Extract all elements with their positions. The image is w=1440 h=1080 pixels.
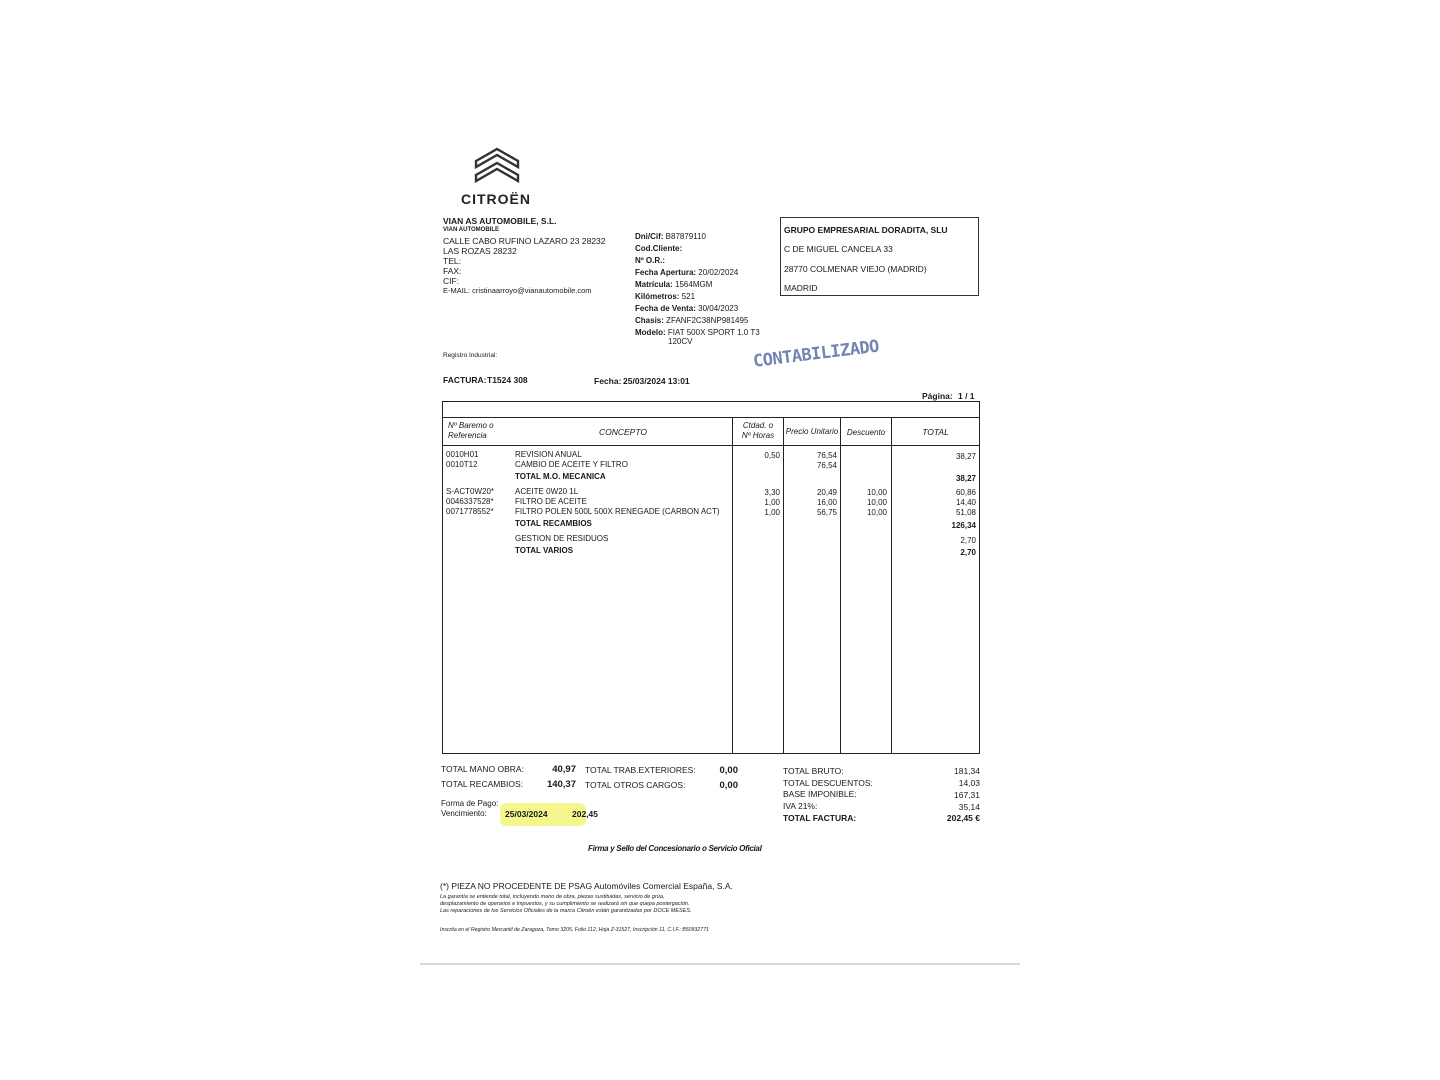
vehicle-label: Dni/Cif:	[635, 232, 664, 241]
line-qty: 1,00	[764, 508, 780, 517]
brand-name: CITROËN	[461, 191, 531, 207]
line-ref: 0071778552*	[446, 507, 494, 516]
total-trab-ext-label: TOTAL TRAB.EXTERIORES:	[585, 765, 696, 775]
contabilizado-stamp: CONTABILIZADO	[752, 336, 881, 372]
vehicle-value: ZFANF2C38NP981495	[666, 316, 749, 325]
vencimiento-date: 25/03/2024	[505, 809, 548, 819]
factura-number: T1524 308	[487, 375, 528, 385]
pagina-value: 1 / 1	[958, 391, 975, 401]
fecha-label: Fecha:	[594, 376, 622, 386]
line-price: 16,00	[816, 498, 837, 507]
company-address-2: LAS ROZAS 28232	[443, 246, 517, 256]
header-concepto: CONCEPTO	[598, 427, 648, 437]
vencimiento-amount: 202,45	[572, 809, 598, 819]
line-discount: 10,00	[866, 508, 887, 517]
line-concept-subtotal: TOTAL RECAMBIOS	[515, 519, 592, 528]
registro-mercantil: Inscrita en el Registro Mercantil de Zaragoza, Tomo 3205, Folio 112, Hoja Z-31527, Inscripción 11, C.I.F.: B50932771	[440, 927, 709, 933]
company-name: VIAN AS AUTOMOBILE, S.L.	[443, 216, 557, 226]
line-concept: CAMBIO DE ACEITE Y FILTRO	[515, 460, 628, 469]
line-total: 38,27	[955, 452, 976, 461]
vehicle-label: Cod.Cliente:	[635, 244, 683, 253]
base-imponible-label: BASE IMPONIBLE:	[783, 789, 857, 799]
line-ref: 0046337528*	[446, 497, 494, 506]
line-ref: S-ACT0W20*	[446, 487, 495, 496]
forma-pago-label: Forma de Pago:	[441, 799, 499, 808]
vehicle-label: Nº O.R.:	[635, 256, 666, 265]
factura-label: FACTURA:	[443, 375, 487, 385]
vehicle-label: Matrícula:	[635, 280, 673, 289]
line-total: 14,40	[955, 498, 976, 507]
vehicle-label: Modelo:	[635, 328, 666, 337]
line-total: 2,70	[960, 536, 976, 545]
line-concept-subtotal: TOTAL VARIOS	[515, 546, 574, 555]
company-tel: TEL:	[443, 256, 461, 266]
pieza-notice: (*) PIEZA NO PROCEDENTE DE PSAG Automóviles Comercial España, S.A.	[440, 881, 733, 891]
company-fax: FAX:	[443, 266, 462, 276]
total-descuentos-value: 14,03	[958, 778, 980, 788]
client-address-box	[780, 217, 979, 296]
vehicle-value: 30/04/2023	[698, 304, 739, 313]
total-mano-obra-value: 40,97	[552, 764, 576, 775]
garantia-line-1: La garantía se entiende total, incluyendo mano de obra, piezas sustituidas, servicio de grúa,	[440, 894, 665, 900]
base-imponible-value: 167,31	[954, 790, 980, 800]
line-price: 56,75	[816, 508, 837, 517]
total-recambios-label: TOTAL RECAMBIOS:	[441, 779, 524, 789]
line-concept: FILTRO POLEN 500L 500X RENEGADE (CARBON ACT)	[515, 507, 720, 516]
vehicle-value: 521	[681, 292, 696, 301]
line-concept: REVISION ANUAL	[515, 450, 582, 459]
total-bruto-value: 181,34	[954, 766, 980, 776]
vehicle-label: Kilómetros:	[635, 292, 680, 301]
vencimiento-label: Vencimiento:	[441, 809, 487, 818]
vehicle-value: B87879110	[665, 232, 707, 241]
line-total: 60,86	[955, 488, 976, 497]
line-qty: 0,50	[764, 451, 780, 460]
firma-sello: Firma y Sello del Concesionario o Servicio Oficial	[588, 844, 762, 853]
total-mano-obra-label: TOTAL MANO OBRA:	[441, 764, 524, 774]
total-otros-value: 0,00	[719, 780, 738, 791]
vehicle-value: 120CV	[668, 337, 693, 346]
total-bruto-label: TOTAL BRUTO:	[783, 766, 844, 776]
header-cantidad-line2: Nº Horas	[741, 431, 775, 440]
garantia-line-3: Las reparaciones de los Servicios Oficiales de la marca Citroën están garantizadas por DOCE MESES.	[440, 908, 692, 914]
company-address-1: CALLE CABO RUFINO LAZARO 23 28232	[443, 236, 606, 246]
line-discount: 10,00	[866, 498, 887, 507]
client-province: MADRID	[784, 283, 818, 293]
total-trab-ext-value: 0,00	[719, 765, 738, 776]
iva-label: IVA 21%:	[783, 801, 818, 811]
vehicle-label: Fecha de Venta:	[635, 304, 696, 313]
scan-edge-line	[420, 963, 1020, 965]
company-trade-name: VIAN AUTOMOBILE	[443, 227, 500, 233]
vehicle-label: Fecha Apertura:	[635, 268, 697, 277]
garantia-line-2: desplazamiento de operarios e impuestos, y su cumplimiento se realizará sin que quepa postergación.	[440, 901, 690, 907]
header-cantidad-line1: Ctdad. o	[742, 421, 774, 430]
vehicle-value: 20/02/2024	[698, 268, 739, 277]
invoice-lines-table	[442, 401, 980, 754]
pagina-label: Página:	[922, 391, 953, 401]
total-factura-label: TOTAL FACTURA:	[783, 813, 857, 823]
header-ref-line1: Nº Baremo o	[448, 421, 494, 430]
header-precio-unitario: Precio Unitario	[785, 427, 839, 436]
line-total: 51,08	[955, 508, 976, 517]
total-factura-value: 202,45 €	[946, 813, 980, 823]
line-concept-subtotal: TOTAL M.O. MECANICA	[515, 472, 606, 481]
vehicle-value: 1564MGM	[675, 280, 713, 289]
line-concept: FILTRO DE ACEITE	[515, 497, 587, 506]
header-ref-line2: Referencia	[448, 431, 487, 440]
line-concept: GESTION DE RESIDUOS	[515, 534, 609, 543]
vehicle-label: Chasis:	[635, 316, 664, 325]
line-price: 20,49	[816, 488, 837, 497]
fecha-value: 25/03/2024 13:01	[623, 376, 690, 386]
line-concept: ACEITE 0W20 1L	[515, 487, 579, 496]
line-ref: 0010T12	[446, 460, 478, 469]
vehicle-value: FIAT 500X SPORT 1.0 T3	[667, 328, 760, 337]
line-qty: 1,00	[764, 498, 780, 507]
line-price: 76,54	[816, 461, 837, 470]
header-descuento: Descuento	[846, 428, 886, 437]
company-cif: CIF:	[443, 276, 460, 286]
line-ref: 0010H01	[446, 450, 479, 459]
client-name: GRUPO EMPRESARIAL DORADITA, SLU	[784, 225, 948, 235]
company-email: E-MAIL: cristinaarroyo@vianautomobile.com	[443, 286, 592, 295]
total-otros-label: TOTAL OTROS CARGOS:	[585, 780, 686, 790]
line-qty: 3,30	[764, 488, 780, 497]
iva-value: 35,14	[958, 802, 980, 812]
total-descuentos-label: TOTAL DESCUENTOS:	[783, 778, 873, 788]
line-price: 76,54	[816, 451, 837, 460]
line-total-subtotal: 2,70	[960, 548, 976, 557]
line-total-subtotal: 126,34	[951, 521, 976, 530]
line-total-subtotal: 38,27	[955, 474, 976, 483]
registro-industrial: Registro Industrial:	[443, 352, 498, 359]
line-discount: 10,00	[866, 488, 887, 497]
client-street: C DE MIGUEL CANCELA 33	[784, 244, 893, 254]
total-recambios-value: 140,37	[546, 779, 576, 790]
header-total: TOTAL	[922, 427, 949, 437]
client-city: 28770 COLMENAR VIEJO (MADRID)	[784, 264, 927, 274]
